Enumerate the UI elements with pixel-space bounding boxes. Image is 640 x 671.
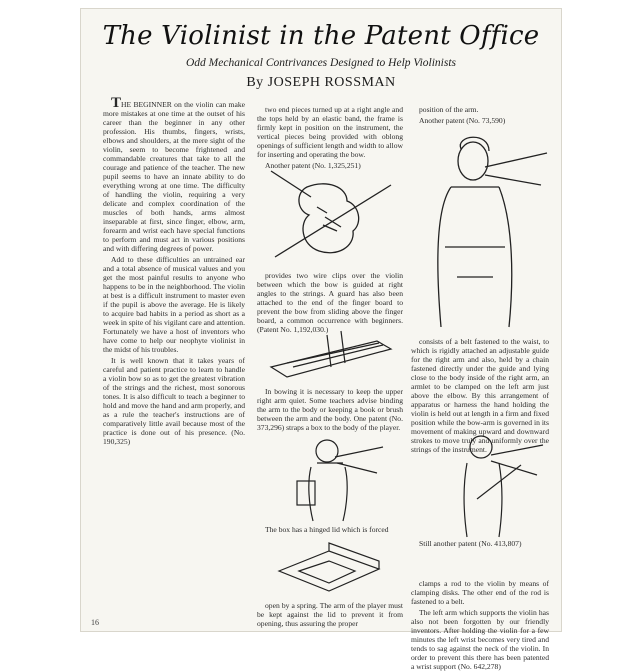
violin-bow-guide-illustration — [267, 167, 397, 269]
column-3-block — [411, 105, 549, 123]
paragraph: provides two wire clips over the violin between which the bow is guided at right angles to the strings. A guard has also been attached to the end of the finger board to prevent the bow from sliding above the finger board, a common occurrence with beginners. (Patent No. 1,192,030.) — [257, 271, 403, 334]
paragraph: Another patent (No. 1,325,251) — [265, 161, 361, 170]
magazine-page — [80, 8, 562, 671]
hinged-box-illustration — [269, 541, 389, 599]
violinist-with-box-illustration — [287, 433, 387, 523]
article-byline: By JOSEPH ROSSMAN — [246, 75, 396, 90]
article-subtitle: Odd Mechanical Contrivances Designed to Help Violinists — [186, 57, 456, 69]
column-2-block — [257, 525, 403, 539]
article-title: The Violinist in the Patent Office — [102, 21, 540, 51]
column-2-block — [257, 105, 403, 170]
page-number: 16 — [91, 618, 99, 627]
paragraph: open by a spring. The arm of the player must be kept against the lid to prevent it from opening, thus assuring the proper — [257, 601, 403, 628]
paragraph: The box has a hinged lid which is forced — [265, 525, 389, 534]
paragraph: consists of a belt fastened to the waist, to which is rigidly attached an adjustable guide for the right arm and also, held by a chain fastened directly under the guide and lying close to the body inside of the right arm, an armlet to be clamped on the left arm just above the elbow. By this arrangement of apparatus or harness the hand holding the violin is held out at length in a firm and fixed position while the bow-arm is governed in its movement of making upward and downward strokes to move truly and uniformly over the strings of the instrument. — [411, 337, 549, 454]
violinist-rod-belt-illustration — [437, 429, 547, 539]
column-2-block — [257, 601, 403, 629]
fingerboard-guard-illustration — [267, 323, 397, 385]
column-2-block — [257, 271, 403, 334]
paragraph: THE BEGINNER on the violin can make more mistakes at one time at the outset of his career than the beginner in any other profession. His thumbs, fingers, wrists, elbows and shoulders, at the mere sight of the violin, seem to become frightened and commandable creatures that take to all the courage and patience of the teacher. The new pupil seems to have an innate ability to do everything wrong at one time. The difficulty of handling the violin, requiring a very delicate and complex coordination of the muscles of both hands, arms almost inseparable at first, since finger, elbow, arm, forearm and wrist each have special functions to perform and must act in various positions and with differing degrees of power. — [103, 95, 245, 253]
column-2-block — [257, 387, 403, 432]
paragraph: It is well known that it takes years of careful and patient practice to learn to handle a violin bow so as to get the greatest vibration of the strings and the richest, most sonorous tones. It is also difficult to teach a beginner to hold and move the hand and arm properly, and as a rule the teacher's instructions are of comparatively little avail because most of the practice is done out of his presence. (No. 190,325) — [103, 356, 245, 446]
paragraph: position of the arm. — [419, 105, 479, 114]
paragraph: In bowing it is necessary to keep the upper right arm quiet. Some teachers advise binding the arm to the body or keeping a book or brush between the arm and the body. One patent (No. 373,296) straps a box to the body of the player. — [257, 387, 403, 432]
column-3-block — [411, 337, 549, 454]
column-1 — [103, 95, 245, 529]
paragraph: two end pieces turned up at a right angle and the tops held by an elastic band, the frame is firmly kept in position on the instrument, the vertical pieces being provided with oblong openings of sufficient length and width to allow for inserting and operating the bow. — [257, 105, 403, 159]
paragraph: Another patent (No. 73,590) — [419, 116, 506, 125]
paragraph: clamps a rod to the violin by means of clamping disks. The other end of the rod is fastened to a belt. — [411, 579, 549, 606]
paragraph: The left arm which supports the violin has also not been forgotten by our friendly inventors. After holding the violin for a few minutes the left wrist becomes very tired and tends to sag against the neck of the violin. In order to prevent this there has been patented a wrist support (No. 642,278) — [411, 608, 549, 671]
column-3-block — [411, 539, 549, 561]
paragraph: Still another patent (No. 413,807) — [419, 539, 522, 548]
violinist-harness-illustration — [411, 127, 551, 335]
paragraph: Add to these difficulties an untrained ear and a total absence of musical values and you get the most painful results to anyone who happens to be in the neighborhood. The violin at best is a difficult instrument to master even if the pupil is above the average. He is likely to acquire bad habits in a period as short as a week in spite of his vigilant care and attention. Fortunately we have a host of inventors who have come to help our neophyte violinist in the midst of his troubles. — [103, 255, 245, 354]
column-3-block — [411, 579, 549, 671]
